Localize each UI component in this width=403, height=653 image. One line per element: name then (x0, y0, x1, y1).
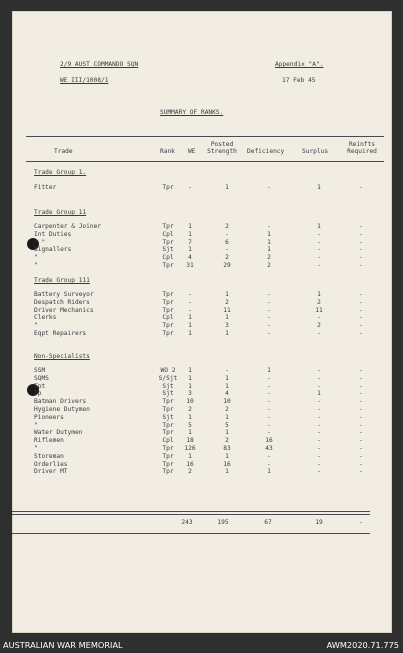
cell-posted: 1 (225, 374, 229, 382)
cell-rank: Tpr (162, 421, 174, 429)
cell-deficiency: - (267, 421, 271, 429)
table-top-rule (26, 136, 384, 137)
cell-trade: " (34, 445, 38, 452)
column-header-trade: Trade (54, 148, 73, 155)
cell-surplus: - (317, 445, 321, 452)
column-header-deficiency: Deficiency (247, 148, 285, 155)
cell-reinfts: - (359, 382, 363, 390)
cell-reinfts: - (359, 238, 363, 246)
cell-posted: 4 (225, 390, 229, 398)
cell-rank: Tpr (162, 468, 174, 476)
total-reinfts: - (359, 519, 363, 526)
cell-rank: Cpl (162, 254, 174, 262)
cell-reinfts: - (359, 254, 363, 262)
cell-posted: 1 (225, 330, 229, 337)
cell-reinfts: - (359, 390, 363, 398)
cell-deficiency: - (267, 398, 271, 406)
cell-we: 1 (188, 223, 192, 230)
cell-reinfts: - (359, 374, 363, 382)
group-heading: Trade Group 1. (34, 169, 87, 176)
cell-reinfts: - (359, 184, 363, 191)
cell-deficiency: 2 (267, 262, 271, 269)
cell-deficiency: 2 (267, 254, 271, 262)
cell-reinfts: - (359, 398, 363, 406)
cell-trade: Signallers (34, 246, 72, 254)
cell-we: 10 (186, 398, 194, 406)
cell-posted: 1 (225, 291, 229, 298)
cell-we: 1 (188, 452, 192, 460)
cell-deficiency: - (267, 291, 271, 298)
document-page (12, 11, 392, 633)
cell-surplus: - (317, 406, 321, 413)
cell-rank: Tpr (162, 223, 174, 230)
cell-deficiency: - (267, 298, 271, 306)
cell-we: 1 (188, 382, 192, 390)
cell-reinfts: - (359, 246, 363, 254)
cell-surplus: - (317, 421, 321, 429)
cell-posted: 6 (225, 238, 229, 246)
cell-surplus: 1 (317, 223, 321, 230)
total-we: 243 (181, 519, 193, 526)
cell-surplus: - (317, 238, 321, 246)
cell-rank: Cpl (162, 437, 174, 445)
cell-we: 2 (188, 406, 192, 413)
cell-reinfts: - (359, 460, 363, 468)
cell-posted: 1 (225, 314, 229, 322)
cell-surplus: 1 (317, 184, 321, 191)
cell-rank: Tpr (162, 330, 174, 337)
cell-reinfts: - (359, 314, 363, 322)
column-header-surplus: Surplus (302, 148, 329, 155)
cell-reinfts: - (359, 367, 363, 374)
cell-surplus: 2 (317, 298, 321, 306)
cell-deficiency: - (267, 413, 271, 421)
cell-rank: Tpr (162, 291, 174, 298)
cell-rank: Tpr (162, 406, 174, 413)
cell-rank: Sjt (162, 413, 174, 421)
cell-we: 1 (188, 413, 192, 421)
cell-reinfts: - (359, 291, 363, 298)
cell-posted: 1 (225, 429, 229, 437)
cell-reinfts: - (359, 230, 363, 238)
cell-deficiency: - (267, 306, 271, 314)
cell-deficiency: 16 (265, 437, 273, 445)
cell-rank: Tpr (162, 445, 174, 452)
cell-we: 1 (188, 429, 192, 437)
cell-reinfts: - (359, 429, 363, 437)
cell-we: 1 (188, 367, 192, 374)
cell-deficiency: 1 (267, 230, 271, 238)
cell-rank: Sjt (162, 246, 174, 254)
cell-rank: Tpr (162, 322, 174, 330)
cell-deficiency: 1 (267, 468, 271, 476)
cell-surplus: - (317, 246, 321, 254)
cell-posted: 1 (225, 382, 229, 390)
cell-deficiency: - (267, 382, 271, 390)
cell-rank: Sjt (162, 390, 174, 398)
cell-deficiency: - (267, 390, 271, 398)
cell-rank: Tpr (162, 262, 174, 269)
cell-reinfts: - (359, 298, 363, 306)
cell-reinfts: - (359, 330, 363, 337)
cell-posted: 3 (225, 322, 229, 330)
cell-reinfts: - (359, 223, 363, 230)
document-title: SUMMARY OF RANKS. (160, 109, 224, 116)
header-bottom-rule (26, 161, 384, 162)
cell-we: 1 (188, 314, 192, 322)
cell-posted: 1 (225, 413, 229, 421)
cell-rank: S/Sjt (158, 374, 178, 382)
cell-surplus: - (317, 398, 321, 406)
footer-institution: AUSTRALIAN WAR MEMORIAL (3, 640, 123, 650)
cell-trade: Driver MT (34, 468, 68, 476)
cell-posted: 5 (225, 421, 229, 429)
cell-surplus: - (317, 374, 321, 382)
cell-surplus: - (317, 437, 321, 445)
cell-posted: 1 (225, 184, 229, 191)
cell-surplus: - (317, 262, 321, 269)
cell-trade: Storeman (34, 452, 64, 460)
column-header-we: WE (188, 148, 196, 155)
cell-we: 16 (186, 460, 194, 468)
cell-surplus: - (317, 413, 321, 421)
cell-trade: " (34, 421, 38, 429)
cell-deficiency: - (267, 184, 271, 191)
cell-trade: " " (34, 238, 46, 246)
cell-trade: Int Duties (34, 230, 72, 238)
cell-reinfts: - (359, 306, 363, 314)
cell-deficiency: - (267, 406, 271, 413)
cell-surplus: 1 (317, 291, 321, 298)
group-heading: Trade Group 11 (34, 209, 87, 216)
cell-posted: 16 (223, 460, 231, 468)
group-heading: Trade Group 111 (34, 277, 90, 284)
cell-trade: Eqpt Repairers (34, 330, 87, 337)
unit-name: 2/9 AUST COMMANDO SQN (60, 61, 139, 68)
reference-number: WE III/1008/1 (60, 77, 109, 84)
cell-deficiency: - (267, 314, 271, 322)
cell-reinfts: - (359, 322, 363, 330)
archive-footer (0, 638, 403, 653)
cell-posted: 1 (225, 468, 229, 476)
column-header-rank: Rank (160, 148, 175, 155)
cell-rank: Cpl (162, 314, 174, 322)
cell-surplus: - (317, 230, 321, 238)
cell-trade: Water Dutymen (34, 429, 83, 437)
cell-deficiency: 1 (267, 367, 271, 374)
cell-surplus: - (317, 468, 321, 476)
cell-surplus: - (317, 330, 321, 337)
cell-surplus: - (317, 460, 321, 468)
cell-we: 3 (188, 390, 192, 398)
cell-we: 4 (188, 254, 192, 262)
cell-posted: 2 (225, 406, 229, 413)
cell-trade: Riflemen (34, 437, 64, 445)
cell-surplus: 1 (317, 390, 321, 398)
cell-surplus: - (317, 429, 321, 437)
cell-trade: Orderlies (34, 460, 68, 468)
totals-top-rule-double (12, 514, 370, 515)
footer-accession-number: AWM2020.71.775 (326, 640, 399, 650)
column-header-posted-strength: Posted Strength (207, 141, 237, 155)
cell-we: 31 (186, 262, 194, 269)
cell-posted: - (225, 246, 229, 254)
cell-deficiency: 1 (267, 238, 271, 246)
cell-posted: 2 (225, 254, 229, 262)
cell-surplus: 2 (317, 322, 321, 330)
cell-deficiency: 43 (265, 445, 273, 452)
cell-posted: - (225, 230, 229, 238)
cell-trade: " (34, 254, 38, 262)
cell-we: 5 (188, 421, 192, 429)
cell-reinfts: - (359, 413, 363, 421)
cell-rank: WO 2 (160, 367, 176, 374)
cell-surplus: - (317, 254, 321, 262)
cell-we: 126 (184, 445, 196, 452)
cell-deficiency: - (267, 330, 271, 337)
cell-we: 1 (188, 330, 192, 337)
cell-we: 1 (188, 230, 192, 238)
cell-posted: 83 (223, 445, 231, 452)
cell-we: 2 (188, 468, 192, 476)
cell-trade: Clerks (34, 314, 57, 322)
cell-trade: Battery Surveyor (34, 291, 94, 298)
total-surplus: 19 (315, 519, 323, 526)
document-date: 17 Feb 45 (282, 77, 316, 84)
cell-reinfts: - (359, 406, 363, 413)
cell-trade: SSM (34, 367, 46, 374)
group-heading: Non-Specialists (34, 353, 90, 360)
cell-trade: Tpt (34, 382, 46, 390)
cell-rank: Tpr (162, 398, 174, 406)
cell-we: 18 (186, 437, 194, 445)
cell-surplus: - (317, 452, 321, 460)
cell-posted: 10 (223, 398, 231, 406)
cell-trade: " (34, 262, 38, 269)
cell-rank: Tpr (162, 184, 174, 191)
cell-posted: - (225, 367, 229, 374)
cell-reinfts: - (359, 421, 363, 429)
cell-we: - (188, 298, 192, 306)
cell-surplus: 11 (315, 306, 323, 314)
cell-reinfts: - (359, 468, 363, 476)
cell-deficiency: - (267, 460, 271, 468)
cell-rank: Tpr (162, 306, 174, 314)
cell-rank: Cpl (162, 230, 174, 238)
cell-deficiency: - (267, 452, 271, 460)
cell-surplus: - (317, 367, 321, 374)
cell-rank: Sjt (162, 382, 174, 390)
totals-top-rule (12, 511, 370, 512)
cell-trade: Fitter (34, 184, 57, 191)
cell-we: 7 (188, 238, 192, 246)
cell-surplus: - (317, 314, 321, 322)
cell-posted: 11 (223, 306, 231, 314)
cell-we: - (188, 306, 192, 314)
cell-reinfts: - (359, 262, 363, 269)
cell-reinfts: - (359, 452, 363, 460)
cell-posted: 2 (225, 437, 229, 445)
cell-we: 1 (188, 246, 192, 254)
cell-rank: Tpr (162, 429, 174, 437)
cell-we: 1 (188, 322, 192, 330)
cell-trade: Tp (34, 390, 42, 398)
cell-deficiency: 1 (267, 246, 271, 254)
cell-deficiency: - (267, 374, 271, 382)
cell-rank: Tpr (162, 460, 174, 468)
cell-posted: 29 (223, 262, 231, 269)
cell-surplus: - (317, 382, 321, 390)
cell-posted: 1 (225, 452, 229, 460)
cell-reinfts: - (359, 445, 363, 452)
cell-rank: Tpr (162, 298, 174, 306)
cell-posted: 2 (225, 298, 229, 306)
cell-trade: Despatch Riders (34, 298, 90, 306)
cell-rank: Tpr (162, 238, 174, 246)
cell-deficiency: - (267, 429, 271, 437)
cell-trade: Driver Mechanics (34, 306, 94, 314)
cell-deficiency: - (267, 322, 271, 330)
column-header-reinfts-required: Reinfts Required (347, 141, 377, 155)
cell-trade: " (34, 322, 38, 330)
cell-we: 1 (188, 374, 192, 382)
cell-trade: Hygiene Dutymen (34, 406, 90, 413)
cell-posted: 2 (225, 223, 229, 230)
cell-trade: Pioneers (34, 413, 64, 421)
totals-bottom-rule (12, 533, 370, 534)
cell-rank: Tpr (162, 452, 174, 460)
cell-deficiency: - (267, 223, 271, 230)
cell-we: - (188, 291, 192, 298)
cell-trade: Batman Drivers (34, 398, 87, 406)
cell-trade: SQMS (34, 374, 49, 382)
cell-trade: Carpenter & Joiner (34, 223, 102, 230)
cell-reinfts: - (359, 437, 363, 445)
cell-we: - (188, 184, 192, 191)
appendix-label: Appendix "A". (275, 61, 324, 68)
total-posted: 195 (217, 519, 229, 526)
total-deficiency: 67 (264, 519, 272, 526)
